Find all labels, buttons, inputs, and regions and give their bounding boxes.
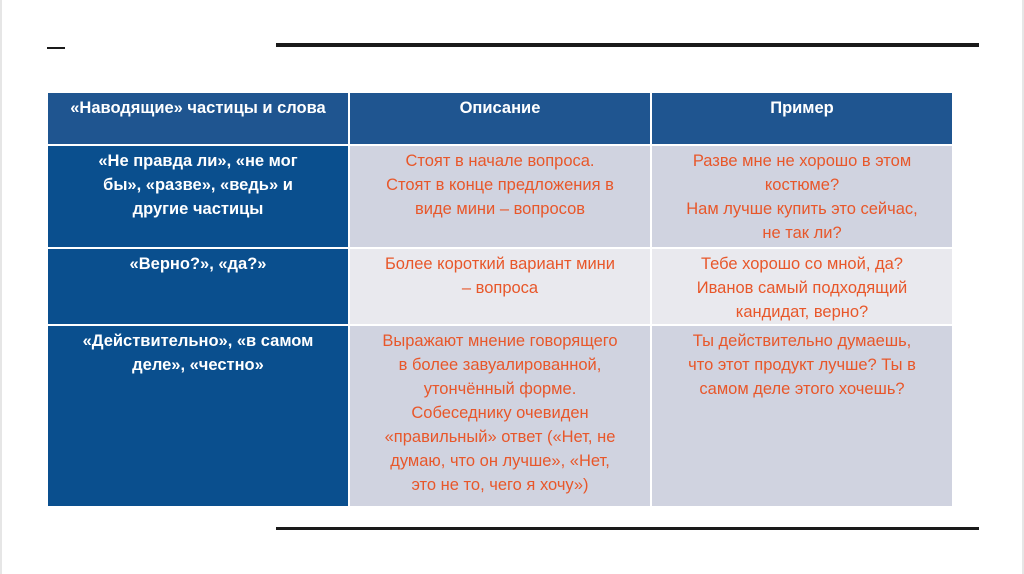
example-cell (651, 145, 953, 248)
particles-cell (47, 248, 349, 325)
cell-line: что этот продукт лучше? Ты в (688, 356, 916, 374)
header-particles: «Наводящие» частицы и слова (47, 92, 349, 145)
table-row (47, 145, 953, 248)
bottom-horizontal-rule (276, 527, 979, 530)
header-description: Описание (349, 92, 651, 145)
table-row (47, 248, 953, 325)
table-row (47, 325, 953, 507)
particles-table (46, 91, 954, 508)
cell-line: Нам лучше купить это сейчас, (686, 200, 918, 218)
cell-line: «Не правда ли», «не мог (98, 152, 298, 170)
example-cell (651, 325, 953, 507)
cell-line: виде мини – вопросов (414, 200, 586, 218)
description-cell (349, 325, 651, 507)
cell-line: утончённый форме. (423, 380, 577, 398)
cell-line: Тебе хорошо со мной, да? (701, 255, 903, 273)
cell-line: самом деле этого хочешь? (699, 380, 905, 398)
description-cell (349, 145, 651, 248)
table-header-row (47, 92, 953, 145)
cell-line: кандидат, верно? (735, 303, 869, 321)
example-cell (651, 248, 953, 325)
cell-line: другие частицы (132, 200, 264, 218)
top-horizontal-rule (276, 43, 979, 47)
cell-line: Более короткий вариант мини (384, 255, 616, 273)
particles-cell (47, 145, 349, 248)
cell-line: это не то, чего я хочу») (411, 476, 589, 494)
particles-cell (47, 325, 349, 507)
cell-line: бы», «разве», «ведь» и (103, 176, 293, 194)
title-dash-decoration (47, 47, 65, 49)
cell-line: деле», «честно» (132, 356, 264, 374)
cell-line: «Верно?», «да?» (129, 255, 267, 273)
cell-line: «Действительно», «в самом (82, 332, 314, 350)
cell-line: – вопроса (461, 279, 539, 297)
cell-line: «правильный» ответ («Нет, не (384, 428, 616, 446)
cell-line: Стоят в начале вопроса. (405, 152, 595, 170)
cell-line: Ты действительно думаешь, (692, 332, 912, 350)
cell-line: Иванов самый подходящий (696, 279, 908, 297)
cell-line: в более завуалированной, (398, 356, 602, 374)
cell-line: Выражают мнение говорящего (382, 332, 618, 350)
slide-left-edge (0, 0, 2, 574)
cell-line: костюме? (764, 176, 840, 194)
header-example: Пример (651, 92, 953, 145)
description-cell (349, 248, 651, 325)
cell-line: не так ли? (762, 224, 842, 242)
cell-line: Стоят в конце предложения в (386, 176, 614, 194)
cell-line: Разве мне не хорошо в этом (692, 152, 912, 170)
cell-line: Собеседнику очевиден (411, 404, 589, 422)
cell-line: думаю, что он лучше», «Нет, (390, 452, 610, 470)
